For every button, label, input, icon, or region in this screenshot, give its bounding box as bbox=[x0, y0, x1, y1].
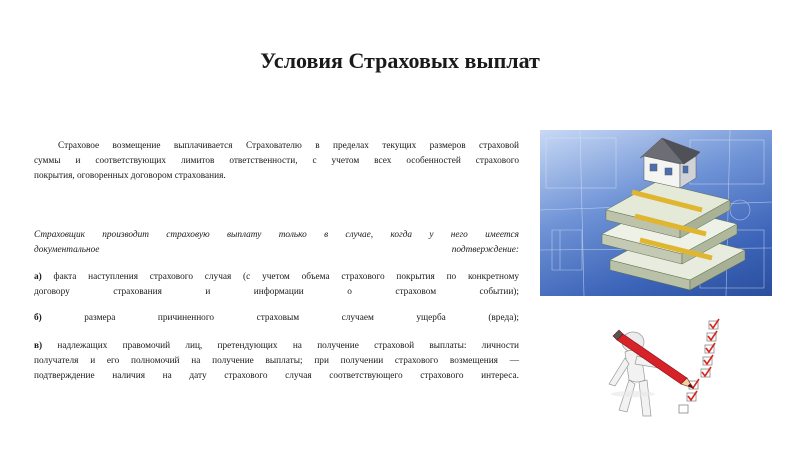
list-item-text: договору страхования и информации о страховом событии); bbox=[34, 287, 519, 297]
list-item-text: получателя и его полномочий на получение выплаты; при получении страхового возмещения — bbox=[34, 356, 519, 366]
list-item-text: размера причиненного страховым случаем ущерба (вреда); bbox=[84, 313, 519, 323]
list-item-text: факта наступления страхового случая (с учетом объема страхового покрытия по конкретному bbox=[53, 272, 519, 282]
money-stack bbox=[602, 182, 745, 290]
paragraph-line: Страховщик производит страховую выплату только в случае, когда у него имеется bbox=[34, 230, 519, 240]
blueprint-illustration bbox=[540, 130, 772, 296]
list-item-text: подтверждение наличия на дату страхового случая соответствующего страхового интереса. bbox=[34, 371, 519, 381]
house-icon bbox=[640, 138, 700, 188]
checkbox-list bbox=[679, 321, 718, 413]
list-item-text: надлежащих правомочий лиц, претендующих на получение страховой выплаты: личности bbox=[57, 341, 519, 351]
person-with-pencil-checklist-image bbox=[603, 318, 731, 422]
checklist-illustration bbox=[603, 318, 731, 422]
paragraph-insurance-compensation bbox=[34, 139, 519, 184]
list-marker: в) bbox=[34, 341, 43, 351]
list-item-a bbox=[34, 270, 519, 300]
page-title: Условия Страховых выплат bbox=[260, 48, 540, 73]
list-item-c bbox=[34, 339, 519, 384]
paragraph-documentary-confirmation bbox=[34, 228, 519, 258]
paragraph-line: документальное подтверждение: bbox=[34, 245, 519, 255]
paragraph-line: покрытия, оговоренных договором страхования. bbox=[34, 171, 226, 181]
list-marker: а) bbox=[34, 272, 42, 282]
paragraph-line: суммы и соответствующих лимитов ответственности, с учетом всех особенностей страхового bbox=[34, 156, 519, 166]
list-marker: б) bbox=[34, 313, 42, 323]
paragraph-line: Страховое возмещение выплачивается Страхователю в пределах текущих размеров страховой bbox=[58, 141, 519, 151]
house-on-money-stacks-image bbox=[540, 130, 772, 296]
list-item-b bbox=[34, 311, 519, 326]
